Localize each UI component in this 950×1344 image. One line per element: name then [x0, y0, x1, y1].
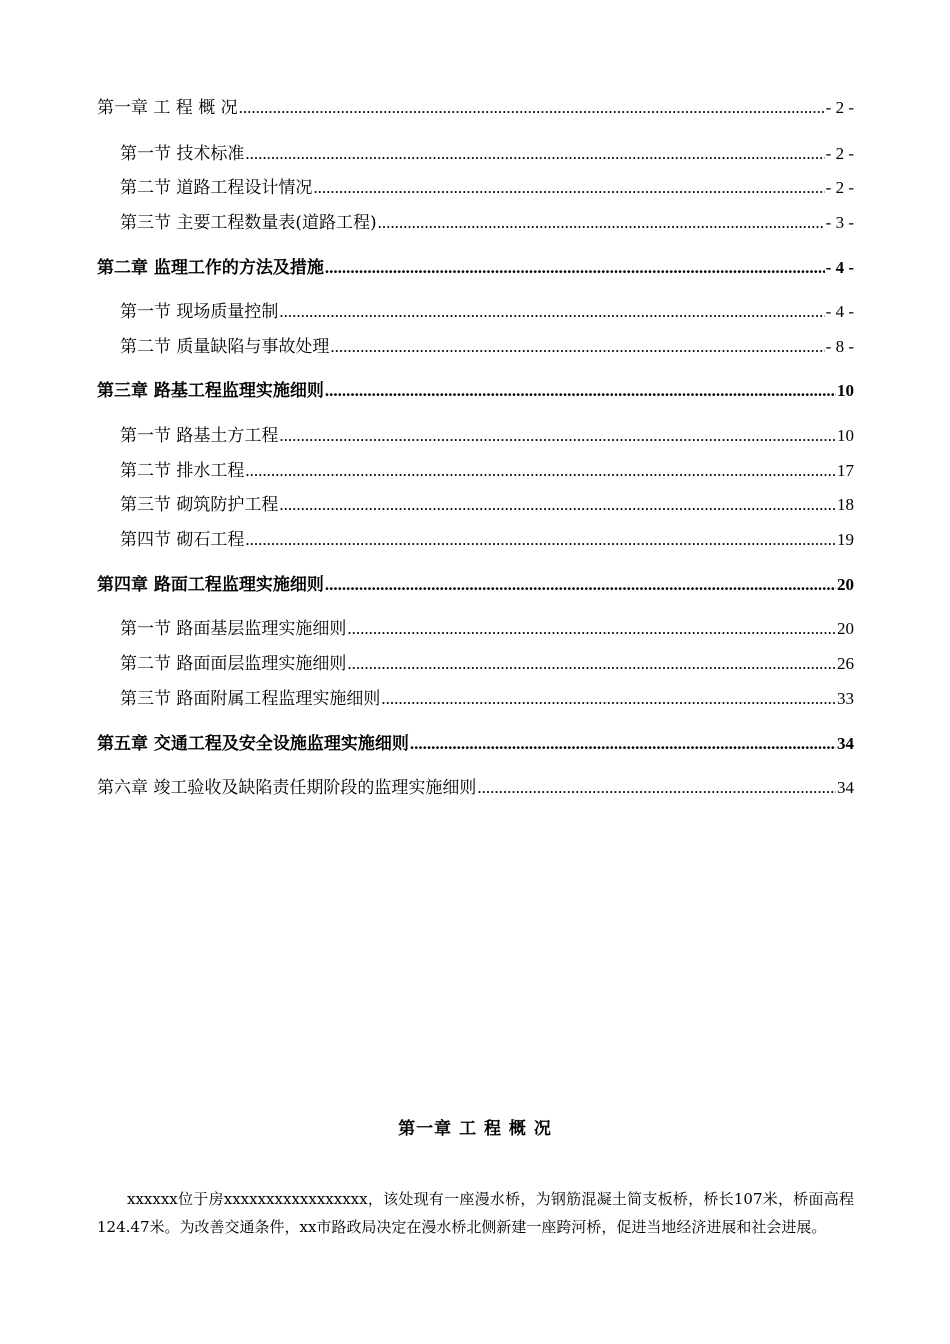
toc-entry[interactable] [97, 573, 854, 597]
toc-entry-page: 34 [837, 734, 854, 753]
toc-entry-page: - 4 - [825, 302, 854, 321]
toc-dot-leader [477, 776, 836, 800]
toc-entry[interactable] [120, 493, 854, 517]
toc-entry-page: 26 [837, 654, 854, 673]
toc-entry[interactable] [97, 379, 854, 403]
toc-entry-label: 第三节 砌筑防护工程 [120, 495, 279, 515]
toc-dot-leader [279, 493, 836, 517]
toc-entry[interactable] [97, 732, 854, 756]
toc-entry-page: 20 [837, 575, 854, 594]
toc-dot-leader [325, 379, 836, 403]
toc-entry-label: 第六章 竣工验收及缺陷责任期阶段的监理实施细则 [97, 778, 477, 798]
toc-entry-page: 10 [837, 426, 854, 445]
toc-entry-label: 第二节 道路工程设计情况 [120, 178, 313, 198]
chapter-heading: 第一章 工 程 概 况 [398, 1119, 552, 1139]
toc-entry[interactable] [120, 300, 854, 324]
toc-entry-label: 第一章 工 程 概 况 [97, 98, 238, 118]
toc-dot-leader [325, 256, 825, 280]
toc-entry-page: 19 [837, 530, 854, 549]
toc-entry[interactable] [120, 687, 854, 711]
toc-dot-leader [245, 459, 836, 483]
toc-entry-label: 第五章 交通工程及安全设施监理实施细则 [97, 734, 409, 754]
toc-entry-label: 第四章 路面工程监理实施细则 [97, 575, 324, 595]
toc-entry-page: 10 [837, 381, 854, 400]
toc-dot-leader [381, 687, 836, 711]
toc-dot-leader [245, 142, 824, 166]
toc-entry-label: 第二章 监理工作的方法及措施 [97, 258, 324, 278]
toc-dot-leader [279, 300, 824, 324]
toc-entry-page: 18 [837, 495, 854, 514]
toc-entry-label: 第三节 路面附属工程监理实施细则 [120, 689, 381, 709]
toc-dot-leader [325, 573, 836, 597]
toc-entry-label: 第一节 路面基层监理实施细则 [120, 619, 347, 639]
toc-entry-label: 第三节 主要工程数量表(道路工程) [120, 213, 377, 233]
toc-entry[interactable] [120, 652, 854, 676]
toc-entry-page: - 4 - [825, 258, 854, 277]
toc-dot-leader [245, 528, 836, 552]
toc-dot-leader [410, 732, 836, 756]
toc-entry-label: 第一节 路基土方工程 [120, 426, 279, 446]
toc-entry[interactable] [97, 776, 854, 800]
toc-entry-label: 第三章 路基工程监理实施细则 [97, 381, 324, 401]
toc-entry[interactable] [120, 142, 854, 166]
toc-entry-page: 33 [837, 689, 854, 708]
toc-dot-leader [347, 617, 836, 641]
toc-entry-page: - 8 - [825, 337, 854, 356]
toc-entry-label: 第二节 路面面层监理实施细则 [120, 654, 347, 674]
toc-entry-page: - 3 - [825, 213, 854, 232]
toc-entry[interactable] [97, 256, 854, 280]
toc-entry[interactable] [120, 176, 854, 200]
toc-entry[interactable] [120, 617, 854, 641]
body-paragraph: xxxxxx位于房xxxxxxxxxxxxxxxxx，该处现有一座漫水桥，为钢筋混凝土简支板桥，桥长107米，桥面高程124.47米。为改善交通条件，xx市路政局决定在漫水桥北侧新建一座跨河桥，促进当地经济进展和社会进展。 [97, 1190, 854, 1236]
toc-entry[interactable] [120, 459, 854, 483]
toc-entry-label: 第二节 质量缺陷与事故处理 [120, 337, 330, 357]
toc-entry[interactable] [97, 96, 854, 120]
toc-entry[interactable] [120, 211, 854, 235]
toc-dot-leader [347, 652, 836, 676]
toc-dot-leader [279, 424, 836, 448]
toc-entry-page: - 2 - [825, 178, 854, 197]
toc-entry[interactable] [120, 335, 854, 359]
toc-entry[interactable] [120, 528, 854, 552]
toc-entry-page: - 2 - [825, 144, 854, 163]
toc-dot-leader [313, 176, 824, 200]
toc-entry-label: 第二节 排水工程 [120, 461, 245, 481]
toc-entry-label: 第一节 技术标准 [120, 144, 245, 164]
toc-entry-page: 17 [837, 461, 854, 480]
toc-entry-page: - 2 - [825, 98, 854, 117]
toc-dot-leader [378, 211, 825, 235]
toc-entry-label: 第一节 现场质量控制 [120, 302, 279, 322]
toc-dot-leader [330, 335, 824, 359]
toc-entry-page: 34 [837, 778, 854, 797]
toc-dot-leader [239, 96, 825, 120]
toc-entry-label: 第四节 砌石工程 [120, 530, 245, 550]
toc-entry[interactable] [120, 424, 854, 448]
toc-entry-page: 20 [837, 619, 854, 638]
